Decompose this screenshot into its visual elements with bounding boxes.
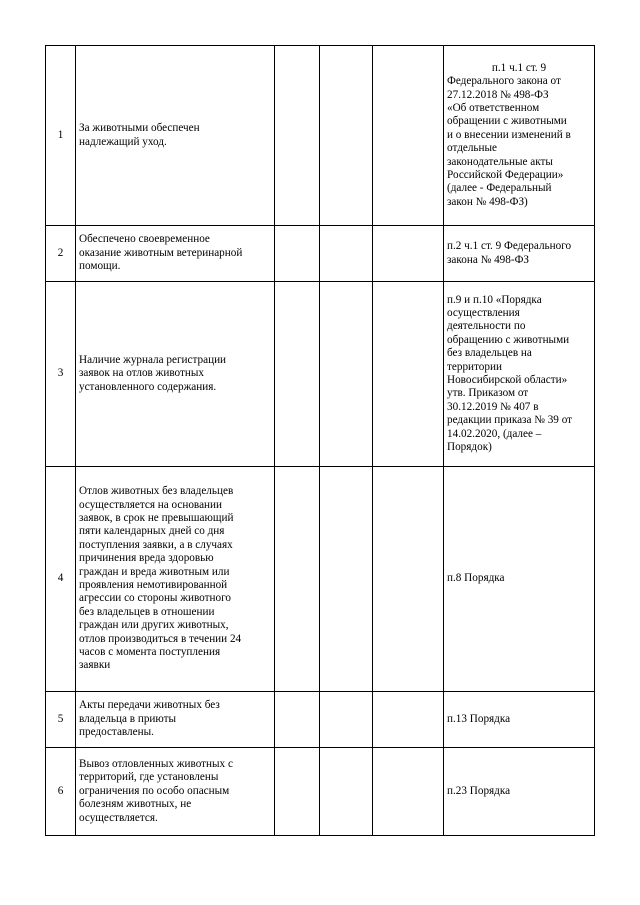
reference-line: 30.12.2019 № 407 в	[447, 400, 539, 413]
requirement-cell	[76, 226, 275, 282]
reference-line: Российской Федерации»	[447, 169, 564, 182]
requirement-line: ограничения по особо опасным	[79, 784, 230, 797]
requirement-line: владельца в приюты	[79, 712, 177, 725]
requirement-line: За животными обеспечен	[79, 122, 200, 135]
answer-cell-no	[320, 692, 373, 748]
answer-cell-no	[320, 46, 373, 226]
answer-cell-yes	[275, 46, 320, 226]
reference-line: и о внесении изменений в	[447, 128, 571, 141]
reference-line: редакции приказа № 39 от	[447, 414, 573, 427]
reference-line: 27.12.2018 № 498-ФЗ	[447, 88, 549, 101]
requirement-line: установленного содержания.	[79, 380, 217, 393]
reference-line: п.2 ч.1 ст. 9 Федерального	[447, 240, 572, 253]
reference-line: обращению с животными	[447, 333, 570, 346]
reference-line: отдельные	[447, 142, 497, 155]
requirement-cell	[76, 692, 275, 748]
requirement-cell	[76, 467, 275, 692]
requirement-line: граждан и вреда животным или	[79, 565, 230, 578]
legal-reference-cell	[444, 282, 595, 467]
row-number: 6	[46, 748, 76, 836]
legal-reference-cell	[444, 46, 595, 226]
row-number: 5	[46, 692, 76, 748]
checklist-body	[46, 46, 595, 836]
reference-line: закона № 498-ФЗ	[447, 253, 530, 266]
requirement-line: граждан или других животных,	[79, 619, 229, 632]
reference-line: Новосибирской области»	[447, 374, 568, 386]
row-number: 3	[46, 282, 76, 467]
answer-cell-yes	[275, 467, 320, 692]
table-row	[46, 748, 595, 836]
requirement-line: заявки	[79, 659, 111, 672]
answer-cell-yes	[275, 226, 320, 282]
reference-line: п.1 ч.1 ст. 9	[491, 61, 547, 74]
reference-line: обращении с животными	[447, 115, 567, 128]
requirement-line: Отлов животных без владельцев	[79, 485, 234, 498]
requirement-line: Обеспечено своевременное	[79, 233, 210, 246]
requirement-line: территорий, где установлены	[79, 771, 219, 784]
requirement-line: осуществляется.	[79, 811, 158, 824]
answer-cell-yes	[275, 282, 320, 467]
table-row	[46, 226, 595, 282]
reference-line: территории	[447, 360, 502, 373]
legal-reference-cell	[444, 467, 595, 692]
requirement-line: отлов производиться в течении 24	[79, 632, 242, 645]
table-row	[46, 692, 595, 748]
answer-cell-na	[373, 226, 444, 282]
requirement-line: помощи.	[79, 260, 121, 273]
answer-cell-no	[320, 226, 373, 282]
reference-line: (далее - Федеральный	[447, 182, 552, 195]
row-number: 1	[46, 46, 76, 226]
legal-reference-cell	[444, 692, 595, 748]
answer-cell-na	[373, 748, 444, 836]
answer-cell-yes	[275, 748, 320, 836]
requirement-line: заявок, в срок не превышающий	[79, 511, 234, 524]
requirement-line: Вывоз отловленных животных с	[79, 757, 233, 770]
legal-reference-cell	[444, 226, 595, 282]
requirement-line: часов с момента поступления	[79, 646, 221, 659]
reference-line: п.23 Порядка	[447, 784, 511, 797]
answer-cell-no	[320, 748, 373, 836]
reference-line: законодательные акты	[447, 155, 553, 168]
requirement-line: предоставлены.	[79, 726, 154, 739]
requirement-cell	[76, 748, 275, 836]
requirement-line: пяти календарных дней со дня	[79, 525, 225, 538]
checklist-table	[45, 45, 595, 836]
row-number: 4	[46, 467, 76, 692]
requirement-cell	[76, 46, 275, 226]
reference-line: Порядок)	[447, 441, 492, 454]
reference-line: п.9 и п.10 «Порядка	[447, 293, 542, 306]
requirement-line: надлежащий уход.	[79, 135, 167, 148]
answer-cell-na	[373, 692, 444, 748]
reference-line: п.13 Порядка	[447, 712, 511, 725]
requirement-line: Наличие журнала регистрации	[79, 353, 227, 366]
answer-cell-na	[373, 282, 444, 467]
requirement-line: причинения вреда здоровью	[79, 552, 214, 565]
reference-line: п.8 Порядка	[447, 572, 505, 585]
requirement-line: Акты передачи животных без	[79, 699, 220, 712]
requirement-cell	[76, 282, 275, 467]
answer-cell-na	[373, 467, 444, 692]
answer-cell-yes	[275, 692, 320, 748]
answer-cell-no	[320, 467, 373, 692]
answer-cell-na	[373, 46, 444, 226]
reference-line: закон № 498-ФЗ)	[447, 195, 528, 208]
answer-cell-no	[320, 282, 373, 467]
requirement-line: поступления заявки, а в случаях	[79, 538, 233, 551]
reference-line: 14.02.2020, (далее –	[447, 427, 542, 440]
requirement-line: проявления немотивированной	[79, 579, 228, 591]
table-row	[46, 46, 595, 226]
requirement-line: болезням животных, не	[79, 798, 192, 811]
reference-line: «Об ответственном	[447, 101, 540, 114]
table-row	[46, 467, 595, 692]
reference-line: утв. Приказом от	[447, 387, 529, 400]
requirement-line: оказание животным ветеринарной	[79, 246, 243, 259]
reference-line: без владельцев на	[447, 347, 532, 360]
requirement-line: осуществляется на основании	[79, 498, 222, 511]
requirement-line: без владельцев в отношении	[79, 605, 215, 618]
reference-line: осуществления	[447, 306, 520, 319]
requirement-line: агрессии со стороны животного	[79, 592, 231, 605]
reference-line: деятельности по	[447, 320, 526, 333]
legal-reference-cell	[444, 748, 595, 836]
requirement-line: заявок на отлов животных	[79, 367, 204, 380]
row-number: 2	[46, 226, 76, 282]
reference-line: Федерального закона от	[447, 75, 561, 88]
table-row	[46, 282, 595, 467]
